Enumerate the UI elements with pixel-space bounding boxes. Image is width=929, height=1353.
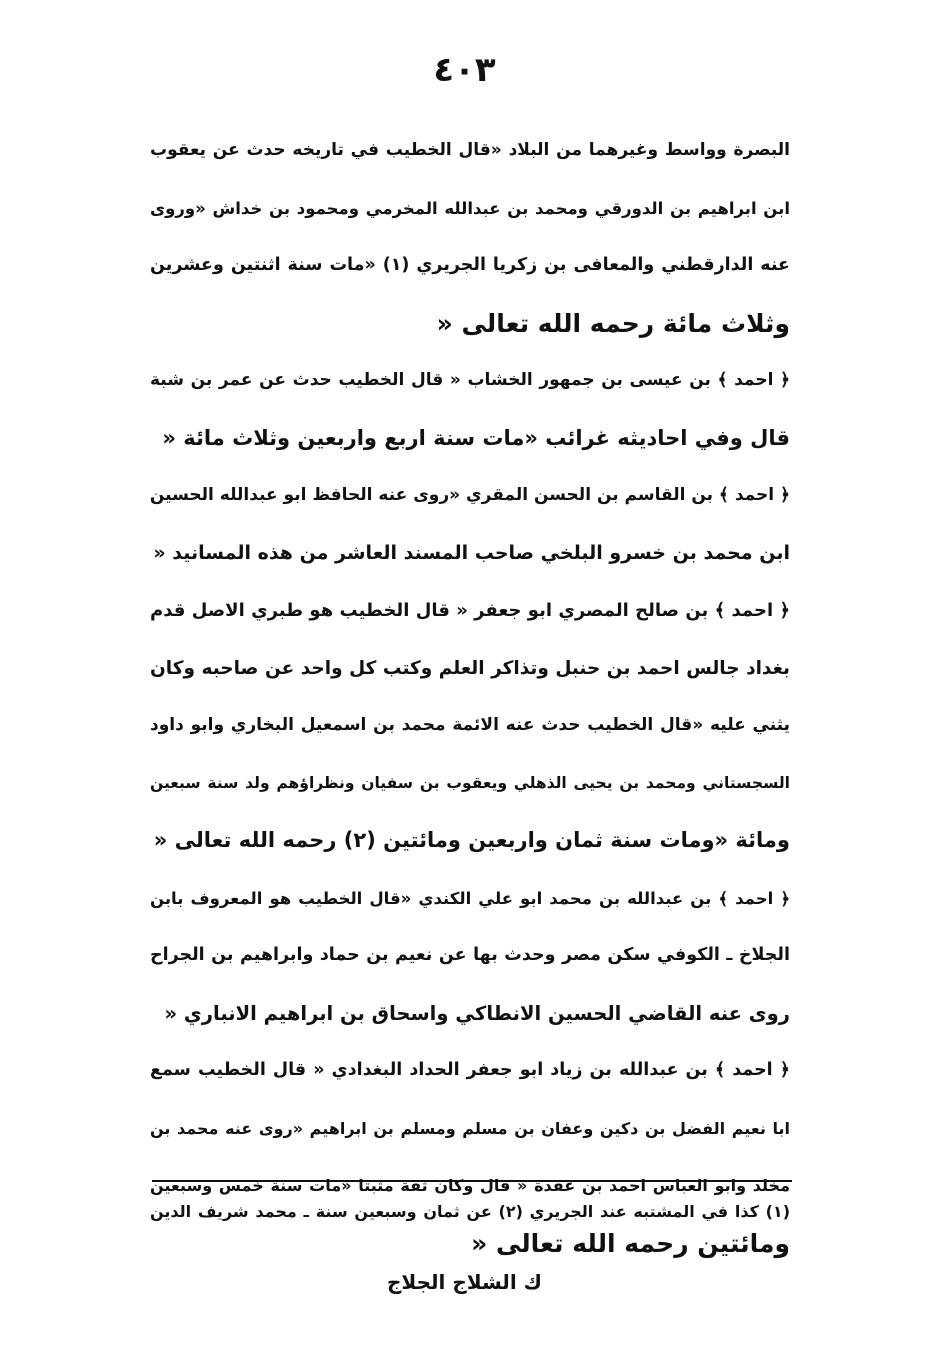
text-line: ابا نعيم الفضل بن دكين وعفان بن مسلم ومسلم بن ابراهيم «روى عنه محمد بن xyxy=(150,1118,790,1138)
text-line: ومائتين رحمه الله تعالى « xyxy=(471,1228,790,1258)
text-line: قال وفي احاديثه غرائب «مات سنة اربع واربعين وثلاث مائة « xyxy=(162,425,790,450)
text-line: ﴿ احمد ﴾ بن عيسى بن جمهور الخشاب « قال الخطيب حدث عن عمر بن شبة xyxy=(150,370,790,390)
text-line: ﴿ احمد ﴾ بن صالح المصري ابو جعفر « قال الخطيب هو طبري الاصل قدم xyxy=(150,600,790,621)
body-text xyxy=(150,122,790,1272)
text-line: عنه الدارقطني والمعافى بن زكريا الجريري (١) «مات سنة اثنتين وعشرين xyxy=(150,255,790,275)
text-line: مخلد وابو العباس احمد بن عقدة « قال وكان ثقة مثبتا «مات سنة خمس وسبعين xyxy=(150,1176,790,1195)
text-line: ﴿ احمد ﴾ بن القاسم بن الحسن المقري «روى عنه الحافظ ابو عبدالله الحسين xyxy=(150,485,790,505)
text-line: ابن محمد بن خسرو البلخي صاحب المسند العاشر من هذه المسانيد « xyxy=(153,541,790,564)
page-number: ٤٠٣ xyxy=(433,50,496,90)
text-line: بغداد جالس احمد بن حنبل وتذاكر العلم وكتب كل واحد عن صاحبه وكان xyxy=(150,657,790,679)
text-line: وثلاث مائة رحمه الله تعالى « xyxy=(436,308,790,338)
text-line: روى عنه القاضي الحسين الانطاكي واسحاق بن ابراهيم الانباري « xyxy=(164,1001,790,1025)
text-line: يثني عليه «قال الخطيب حدث عنه الائمة محمد بن اسمعيل البخاري وابو داود xyxy=(150,715,790,735)
text-line: ﴿ احمد ﴾ بن عبدالله بن محمد ابو علي الكندي «قال الخطيب هو المعروف بابن xyxy=(150,888,790,908)
bottom-note: ك الشلاج الجلاج xyxy=(387,1270,542,1294)
text-line: ﴿ احمد ﴾ بن عبدالله بن زياد ابو جعفر الحداد البغدادي « قال الخطيب سمع xyxy=(150,1060,790,1080)
footnote: (١) كذا في المشتبه عند الجريري (٢) عن ثمان وسبعين سنة ـ محمد شريف الدين xyxy=(150,1202,790,1221)
text-line: ومائة «ومات سنة ثمان واربعين ومائتين (٢) رحمه الله تعالى « xyxy=(153,828,790,852)
text-line: الجلاخ ـ الكوفي سكن مصر وحدث بها عن نعيم بن حماد وابراهيم بن الجراح xyxy=(150,945,790,965)
text-line: السجستاني ومحمد بن يحيى الذهلي ويعقوب بن سفيان ونظراؤهم ولد سنة سبعين xyxy=(150,773,790,792)
footnote-divider xyxy=(152,1180,792,1182)
text-line: البصرة وواسط وغيرهما من البلاد «قال الخطيب في تاريخه حدث عن يعقوب xyxy=(150,140,790,160)
text-line: ابن ابراهيم بن الدورقي ومحمد بن عبدالله المخرمي ومحمود بن خداش «وروى xyxy=(150,198,790,218)
